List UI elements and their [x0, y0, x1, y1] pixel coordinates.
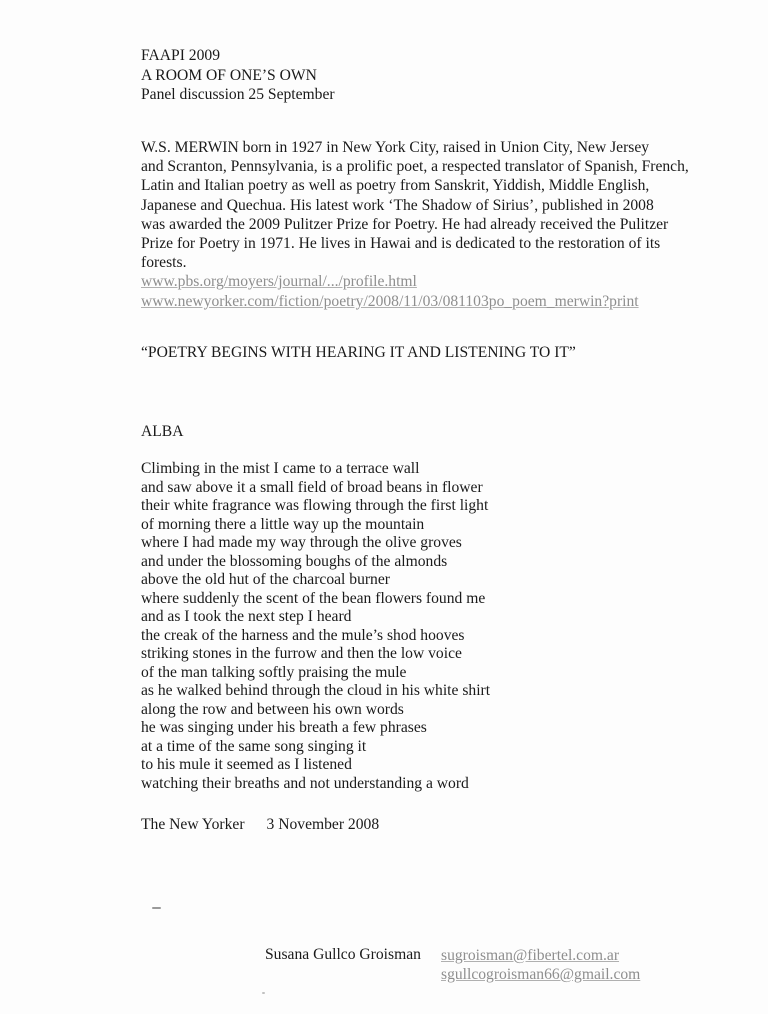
poem-verse: their white fragrance was flowing through the first light — [141, 497, 489, 514]
poem-verse: to his mule it seemed as I listened — [141, 756, 352, 773]
scan-speck — [152, 907, 161, 909]
poem-verse: he was singing under his breath a few phrases — [141, 719, 427, 736]
email-link-fibertel[interactable]: sugroisman@fibertel.com.ar — [441, 947, 620, 964]
poem-verse: as he walked behind through the cloud in his white shirt — [141, 682, 491, 699]
poetry-quote: “POETRY BEGINS WITH HEARING IT AND LISTENING TO IT” — [141, 344, 576, 361]
bio-line: was awarded the 2009 Pulitzer Prize for Poetry. He had already received the Pulitzer — [141, 215, 669, 233]
bio-line: forests. — [141, 254, 187, 272]
email-link-gmail[interactable]: sgullcogroisman66@gmail.com — [441, 966, 641, 983]
poem-verse: and under the blossoming boughs of the almonds — [141, 552, 448, 570]
poem-verse: where suddenly the scent of the bean flowers found me — [141, 589, 486, 607]
bio-line: Japanese and Quechua. His latest work ‘The Shadow of Sirius’, published in 2008 — [141, 196, 654, 214]
poem-verse: of the man talking softly praising the mule — [141, 663, 407, 681]
poem-source — [141, 816, 379, 834]
source-date: 3 November 2008 — [266, 816, 380, 833]
source-publication: The New Yorker — [141, 816, 245, 833]
poem-verse: and as I took the next step I heard — [141, 608, 352, 625]
newyorker-link[interactable]: www.newyorker.com/fiction/poetry/2008/11/03/081103po_poem_merwin?print — [141, 292, 639, 310]
poem-verse: striking stones in the furrow and then the low voice — [141, 645, 462, 662]
panel-title: A ROOM OF ONE’S OWN — [141, 66, 317, 84]
poem-verse: the creak of the harness and the mule’s shod hooves — [141, 626, 465, 644]
bio-line: Prize for Poetry in 1971. He lives in Hawai and is dedicated to the restoration of its — [141, 235, 661, 253]
event-name: FAAPI 2009 — [141, 47, 220, 64]
poem-verse: of morning there a little way up the mountain — [141, 515, 425, 533]
poem-verse: watching their breaths and not understanding a word — [141, 774, 469, 792]
document-header — [141, 46, 335, 105]
poet-biography — [141, 138, 741, 311]
bio-line: and Scranton, Pennsylvania, is a prolific poet, a respected translator of Spanish, French, — [141, 158, 689, 176]
panel-date: Panel discussion 25 September — [141, 86, 335, 103]
poem-verse: above the old hut of the charcoal burner — [141, 571, 390, 588]
author-emails — [441, 946, 640, 984]
pbs-link[interactable]: www.pbs.org/moyers/journal/.../profile.html — [141, 273, 417, 291]
bio-line: Latin and Italian poetry as well as poetry from Sanskrit, Yiddish, Middle English, — [141, 177, 650, 195]
poem-verse: along the row and between his own words — [141, 700, 404, 718]
poem-verse: at a time of the same song singing it — [141, 737, 367, 755]
poem-verse: Climbing in the mist I came to a terrace wall — [141, 460, 420, 477]
scan-speck — [262, 992, 265, 994]
bio-line: W.S. MERWIN born in 1927 in New York City, raised in Union City, New Jersey — [141, 139, 650, 156]
author-name: Susana Gullco Groisman — [265, 946, 421, 963]
poem-verse: and saw above it a small field of broad beans in flower — [141, 478, 483, 496]
poem-title: ALBA — [141, 423, 184, 440]
poem-verse: where I had made my way through the olive groves — [141, 534, 462, 551]
poem-body — [141, 460, 490, 793]
